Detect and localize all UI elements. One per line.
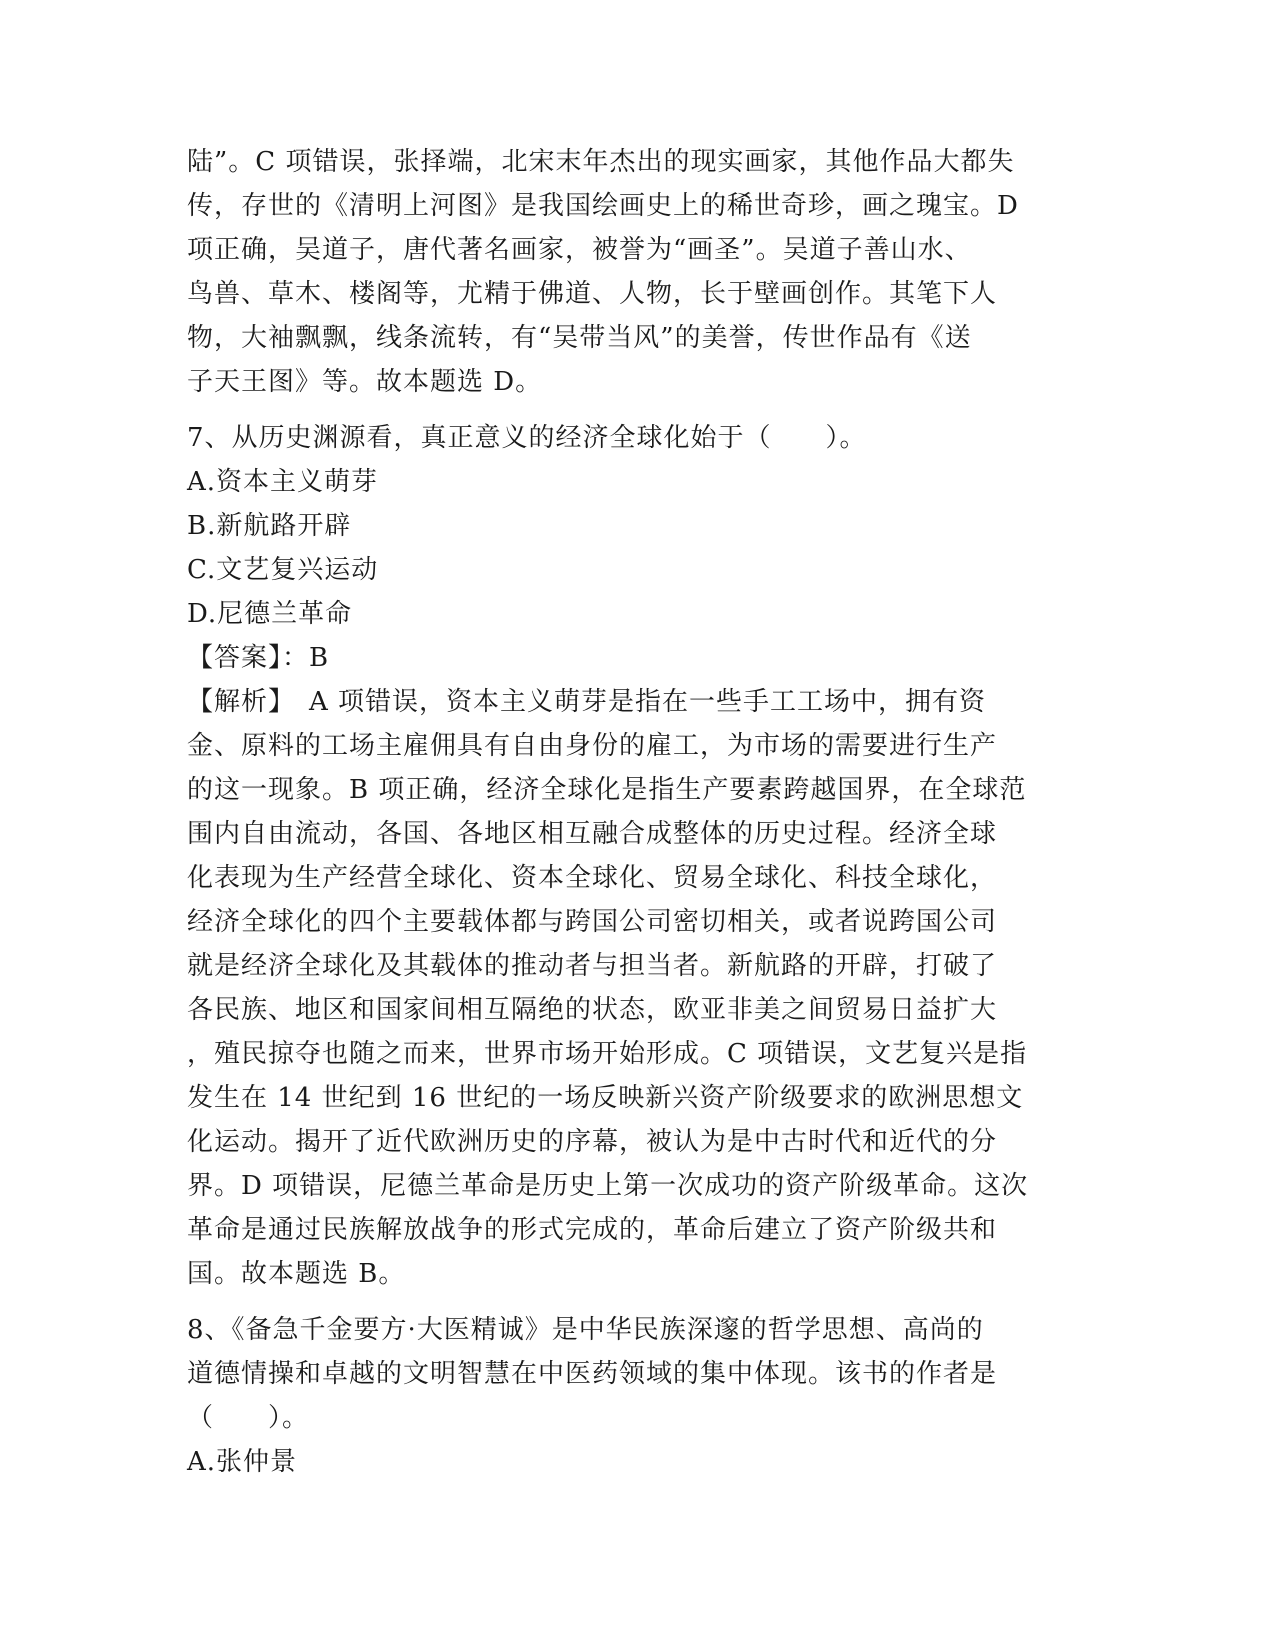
question-7	[187, 416, 1077, 1296]
text-line: 发生在 14 世纪到 16 世纪的一场反映新兴资产阶级要求的欧洲思想文	[187, 1083, 1024, 1113]
answer-label: 【答案】：B	[187, 643, 330, 673]
text-line: 子天王图》等。故本题选 D。	[187, 367, 543, 397]
text-line: 传，存世的《清明上河图》是我国绘画史上的稀世奇珍，画之瑰宝。D	[187, 191, 1019, 221]
question-text: 8、《备急千金要方·大医精诚》是中华民族深邃的哲学思想、高尚的	[187, 1315, 984, 1345]
text-line: 化表现为生产经营全球化、资本全球化、贸易全球化、科技全球化，	[187, 863, 998, 893]
document-page	[187, 140, 1077, 1484]
explanation	[187, 680, 1077, 1296]
text-line: 围内自由流动，各国、各地区相互融合成整体的历史过程。经济全球	[187, 819, 998, 849]
text-line: 【解析】 A 项错误，资本主义萌芽是指在一些手工工场中，拥有资	[187, 687, 987, 717]
option-a: A.资本主义萌芽	[187, 467, 379, 497]
text-line: ，殖民掠夺也随之而来，世界市场开始形成。C 项错误，文艺复兴是指	[187, 1039, 1028, 1069]
text-line: 经济全球化的四个主要载体都与跨国公司密切相关，或者说跨国公司	[187, 907, 998, 937]
text-line: 陆”。C 项错误，张择端，北宋末年杰出的现实画家，其他作品大都失	[187, 147, 1015, 177]
option-c: C.文艺复兴运动	[187, 555, 379, 585]
q6-explanation-continued	[187, 140, 1077, 404]
text-line: 项正确，吴道子，唐代著名画家，被誉为“画圣”。吴道子善山水、	[187, 235, 972, 265]
text-line: 革命是通过民族解放战争的形式完成的，革命后建立了资产阶级共和	[187, 1215, 998, 1245]
text-line: 鸟兽、草木、楼阁等，尤精于佛道、人物，长于壁画创作。其笔下人	[187, 279, 998, 309]
text-line: 金、原料的工场主雇佣具有自由身份的雇工，为市场的需要进行生产	[187, 731, 998, 761]
question-text: 道德情操和卓越的文明智慧在中医药领域的集中体现。该书的作者是	[187, 1359, 998, 1389]
option-b: B.新航路开辟	[187, 511, 352, 541]
text-line: 各民族、地区和国家间相互隔绝的状态，欧亚非美之间贸易日益扩大	[187, 995, 998, 1025]
question-8	[187, 1308, 1077, 1484]
text-line: 物，大袖飘飘，线条流转，有“吴带当风”的美誉，传世作品有《送	[187, 323, 972, 353]
question-text: （ ）。	[187, 1403, 310, 1433]
text-line: 国。故本题选 B。	[187, 1259, 406, 1289]
question-text: 7、从历史渊源看，真正意义的经济全球化始于（ ）。	[187, 423, 867, 453]
option-a: A.张仲景	[187, 1447, 298, 1477]
text-line: 界。D 项错误，尼德兰革命是历史上第一次成功的资产阶级革命。这次	[187, 1171, 1029, 1201]
text-line: 就是经济全球化及其载体的推动者与担当者。新航路的开辟，打破了	[187, 951, 998, 981]
text-line: 化运动。揭开了近代欧洲历史的序幕，被认为是中古时代和近代的分	[187, 1127, 998, 1157]
option-d: D.尼德兰革命	[187, 599, 353, 629]
text-line: 的这一现象。B 项正确，经济全球化是指生产要素跨越国界，在全球范	[187, 775, 1027, 805]
